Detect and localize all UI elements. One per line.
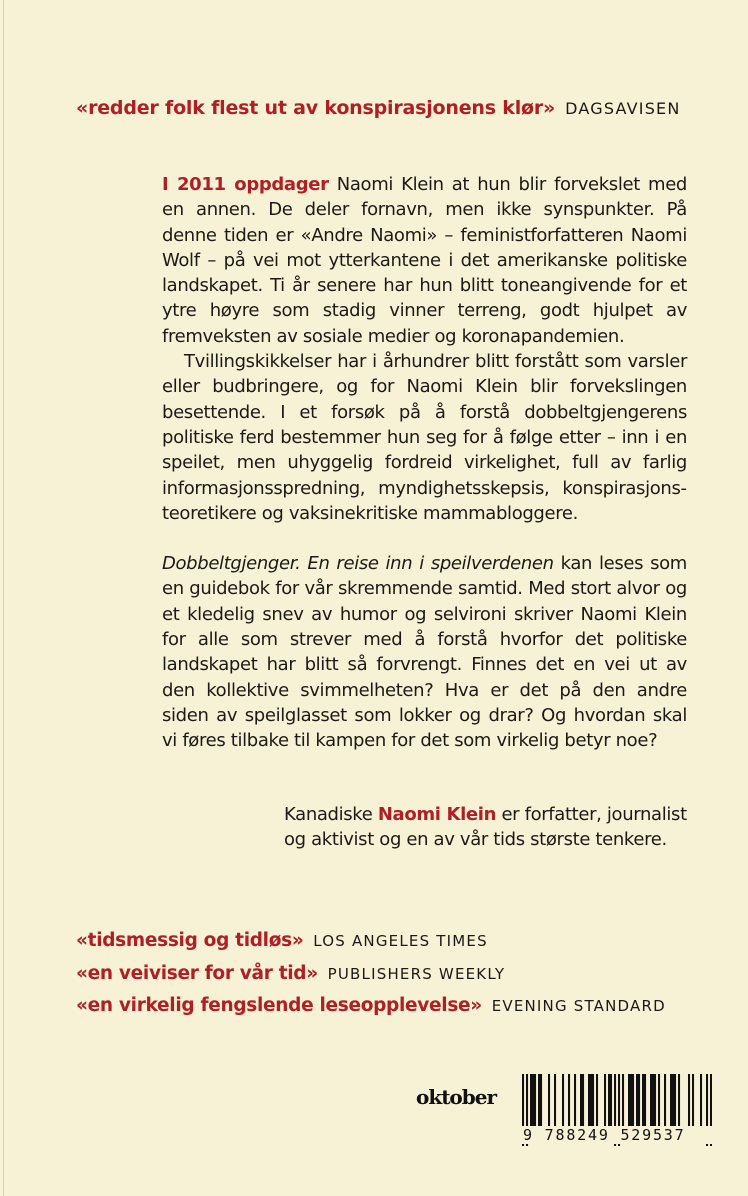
barcode-bar (582, 1074, 584, 1130)
barcode-bar (610, 1074, 612, 1130)
barcode-bar (532, 1074, 534, 1130)
barcode-bar (530, 1074, 532, 1130)
bio-prefix: Kanadiske (284, 804, 378, 825)
barcode-bar (692, 1074, 694, 1130)
barcode-bar (592, 1074, 594, 1130)
barcode-bar (638, 1074, 640, 1130)
review-quote-text: «en veiviser for vår tid» (76, 962, 318, 984)
bio-text: er forfatter, journalist og aktivist og en av vår tids største tenkere. (284, 804, 687, 851)
barcode-bar (652, 1074, 654, 1130)
barcode-bar (604, 1074, 606, 1130)
barcode-bar (670, 1074, 672, 1130)
barcode-bar (630, 1074, 632, 1130)
blurb-lead: I 2011 oppdager (162, 174, 329, 195)
barcode-bar (590, 1074, 592, 1130)
barcode-bar (596, 1074, 598, 1130)
barcode-bar (534, 1074, 536, 1130)
barcode-bar (632, 1074, 634, 1130)
barcode-bar (658, 1074, 660, 1130)
review-quote-source: EVENING STANDARD (491, 997, 666, 1015)
isbn-digits: 9 788249 529537 (520, 1126, 719, 1144)
barcode-bar (672, 1074, 674, 1130)
author-name: Naomi Klein (377, 804, 497, 825)
review-quote (76, 990, 736, 1023)
publisher-logo: oktober (416, 1085, 497, 1109)
barcode-bar (554, 1074, 556, 1130)
barcode-bar (654, 1074, 656, 1130)
book-title: Dobbeltgjenger. En reise inn i speilverdenen (162, 553, 554, 575)
blurb-paragraph-1 (162, 172, 687, 349)
author-bio (284, 802, 704, 853)
review-quote-source: PUBLISHERS WEEKLY (327, 964, 506, 983)
blurb (162, 172, 687, 754)
barcode-bar (636, 1074, 638, 1130)
spine-edge-line (3, 0, 4, 1196)
barcode-bar (608, 1074, 610, 1130)
review-quote-source: LOS ANGELES TIMES (313, 932, 488, 950)
barcode-bar (622, 1074, 624, 1130)
barcode-bar (568, 1074, 570, 1130)
review-quote-text: «tidsmessig og tidløs» (76, 930, 304, 951)
review-quote-text: «en virkelig fengslende leseopplevelse» (76, 995, 482, 1016)
top-quote-text: «redder folk flest ut av konspirasjonens klør» (76, 97, 556, 119)
barcode-bar (688, 1074, 690, 1130)
barcode-bar (548, 1074, 550, 1130)
blurb-paragraph-2: Tvillingskikkelser har i århundrer blitt forstått som varsler eller budbringere, og for Naomi Klein blir forvekslingen besettende. I et forsøk på å forstå dobbeltgjengerens politiske ferd bestemmer hun seg for å følge etter – inn i en speilet, men uhyggelig fordreid virkelighet, full av farlig informasjonsspredning, myndighetsskepsis, konspirasjonsteoretikere og vaksinekritiske mammabloggere. (162, 351, 687, 524)
blurb-p1-text: Naomi Klein at hun blir forvekslet med en annen. De deler fornavn, men ikke synspunkter. På denne tiden er «Andre Naomi» – feministforfatteren Naomi Wolf – på vei mot ytterkantene i det amerikanske politiske landskapet. Ti år senere har hun blitt toneangivende for et ytre høyre som stadig vinner terreng, godt hjulpet av fremveksten av sosiale medier og koronapandemien. (162, 174, 687, 347)
blurb-paragraph-3 (162, 551, 687, 753)
blurb-p3-text: kan leses som en guidebok for vår skremmende samtid. Med stort alvor og et kledelig snev av humor og selvironi skriver Naomi Klein for alle som strever med å forstå hvorfor det politiske landskapet har blitt så forvrengt. Finnes det en vei ut av den kollektive svimmelheten? Hva er det på den andre siden av speilglasset som lokker og drar? Og hvordan skal vi føres tilbake til kampen for det som virkelig betyr noe? (162, 553, 687, 752)
review-quotes (76, 925, 736, 1023)
barcode-bar (580, 1074, 582, 1130)
review-quote (76, 925, 736, 958)
barcode-bar (650, 1074, 652, 1130)
barcode-bar (588, 1074, 590, 1130)
top-review-quote (76, 97, 716, 119)
barcode-bar (700, 1074, 702, 1130)
barcode-bar (674, 1074, 676, 1130)
top-quote-source: DAGSAVISEN (565, 99, 681, 118)
barcode-bar (574, 1074, 576, 1130)
barcode-bar (628, 1074, 630, 1130)
review-quote (76, 958, 736, 991)
barcode-bar (642, 1074, 644, 1130)
barcode-bar (538, 1074, 540, 1130)
barcode-bar (664, 1074, 666, 1130)
barcode-bar (562, 1074, 564, 1130)
barcode-bar (644, 1074, 646, 1130)
barcode-bar (540, 1074, 542, 1130)
barcode-bar (678, 1074, 680, 1130)
